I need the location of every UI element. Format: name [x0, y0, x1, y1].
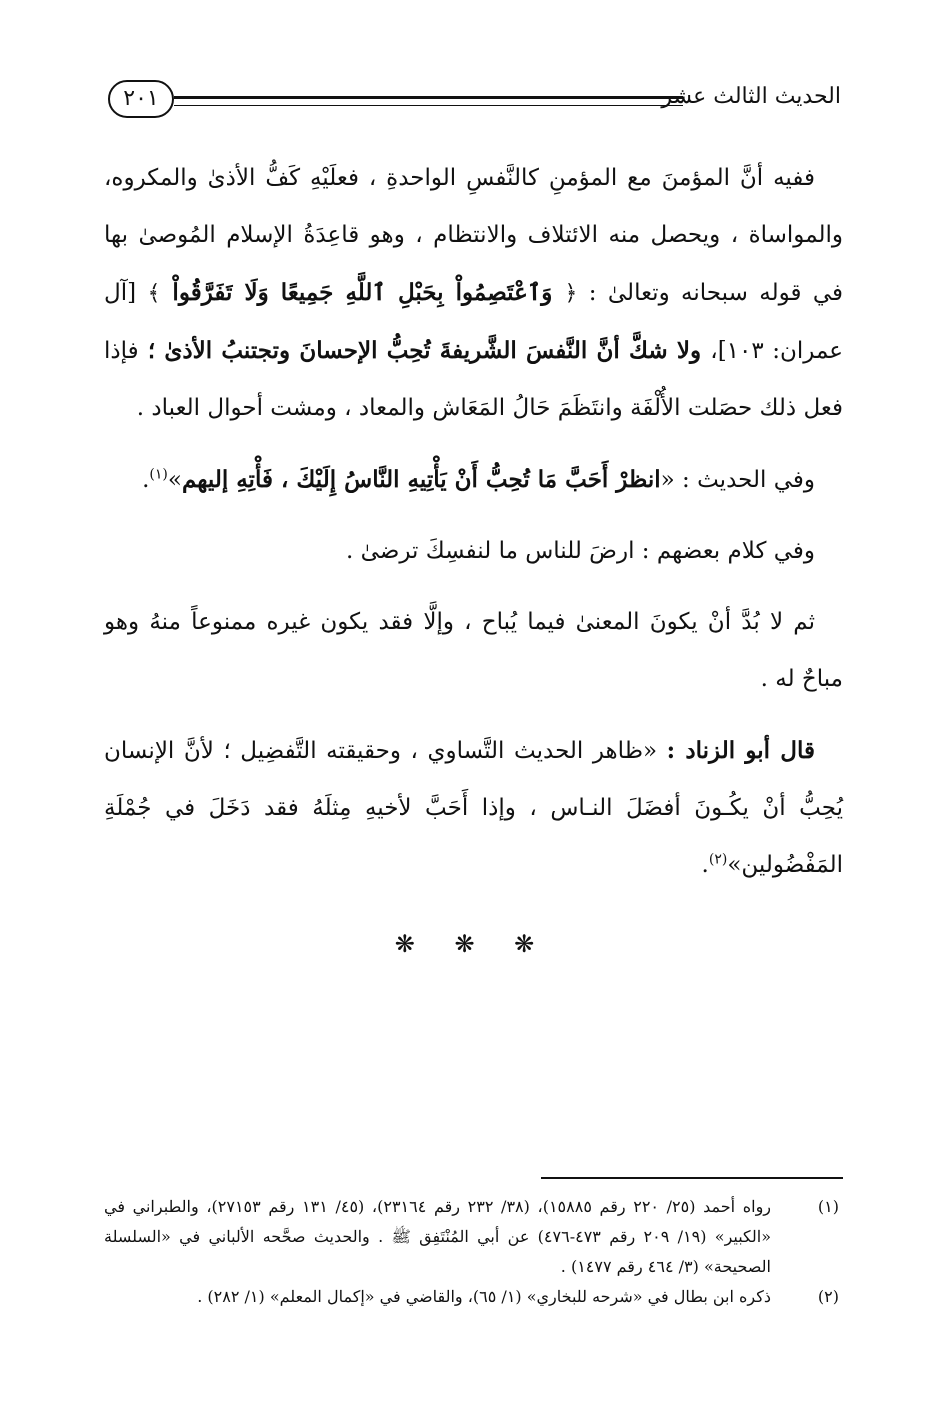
footnotes	[104, 1192, 843, 1312]
footnote-ref-1[interactable]: (١)	[149, 466, 168, 483]
paragraph-2	[104, 451, 843, 509]
quran-verse: وَٱعْتَصِمُواْ بِحَبْلِ ٱللَّهِ جَمِيعًا وَلَا تَفَرَّقُواْ	[160, 279, 565, 306]
hadith-intro: وفي الحديث : «	[660, 467, 815, 493]
hadith-close-quote: »	[167, 467, 182, 493]
paragraph-4: ثم لا بُدَّ أنْ يكونَ المعنىٰ فيما يُباح ، وإلَّا فقد يكون غيره ممنوعاً منهُ وهو مباحٌ له .	[104, 609, 843, 692]
footnote-ref-2[interactable]: (٢)	[708, 851, 728, 868]
main-text	[104, 150, 843, 894]
footnote-rule	[541, 1177, 843, 1179]
paragraph-5-text: «ظاهر الحديث التَّساوي ، وحقيقته التَّفضِيل ؛ لأنَّ الإنسان يُحِبُّ أنْ يكُـونَ أفضَلَ النـاس ، وإذا أَحَبَّ لأخيهِ مِثلَهُ فقد دَخَلَ في جُمْلَةِ المَفْضُولين»	[104, 738, 843, 878]
paragraph-5-end: .	[701, 852, 709, 878]
footnote-number: (١)	[817, 1197, 839, 1216]
quran-bracket-close: ﴾	[147, 281, 161, 306]
paragraph-1-text-a: ففيه أنَّ المؤمنَ مع المؤمنِ كالنَّفسِ الواحدةِ ، فعلَيْهِ كَفُّ الأذىٰ والمكروه، والمواساة ، ويحصل منه الائتلاف والانتظام ، وهو قاعِدَةُ الإسلام المُوصىٰ بها في قوله سبحانه وتعالىٰ :	[104, 165, 843, 306]
paragraph-1-bold: ولا شكَّ أنَّ النَّفسَ الشَّريفةَ تُحِبُّ الإحسانَ وتجتنبُ الأذىٰ ؛	[138, 337, 711, 364]
paragraph-2-end: .	[142, 467, 150, 493]
page-header	[108, 78, 841, 124]
section-separator: ❋ ❋ ❋	[394, 930, 551, 958]
footnote-text: ذكره ابن بطال في «شرحه للبخاري» (١/ ٦٥)، والقاضي في «إكمال المعلم» (١/ ٢٨٢) .	[197, 1287, 771, 1306]
header-double-rule	[174, 96, 683, 106]
paragraph-1	[104, 150, 843, 437]
paragraph-1-text-b: فإذا فعل ذلك حصَلت الأُلْفَة وانتَظَمَ حَالُ المَعَاش والمعاد ، ومشت أحوال العباد .	[104, 338, 843, 421]
page-number: ٢٠١	[108, 80, 174, 118]
verse-reference: [آل عمران: ١٠٣]،	[104, 280, 843, 364]
footnote-2	[104, 1282, 843, 1312]
quran-bracket-open: ﴿	[564, 281, 578, 306]
paragraph-3: وفي كلام بعضهم : ارضَ للناس ما لنفسِكَ ترضىٰ .	[346, 538, 815, 564]
running-title: الحديث الثالث عشر	[661, 84, 841, 109]
footnote-1	[104, 1192, 843, 1282]
footnote-text: رواه أحمد (٢٥/ ٢٢٠ رقم ١٥٨٨٥)، (٣٨/ ٢٣٢ رقم ٢٣١٦٤)، (٤٥/ ١٣١ رقم ٢٧١٥٣)، والطبراني في «الكبير» (١٩/ ٢٠٩ رقم ٤٧٣-٤٧٦) عن أبي المُنْتَفِق ﷺ . والحديث صحَّحه الألباني في «السلسلة الصحيحة» (٣/ ٤٦٤ رقم ١٤٧٧) .	[104, 1197, 772, 1276]
hadith-text: انظرْ أَحَبَّ مَا تُحِبُّ أَنْ يَأْتِيهِ النَّاسُ إِلَيْكَ ، فَأْتِهِ إليهم	[181, 466, 661, 493]
footnote-number: (٢)	[817, 1287, 839, 1306]
speaker-name: قال أبو الزناد :	[666, 737, 815, 764]
paragraph-5	[104, 722, 843, 894]
